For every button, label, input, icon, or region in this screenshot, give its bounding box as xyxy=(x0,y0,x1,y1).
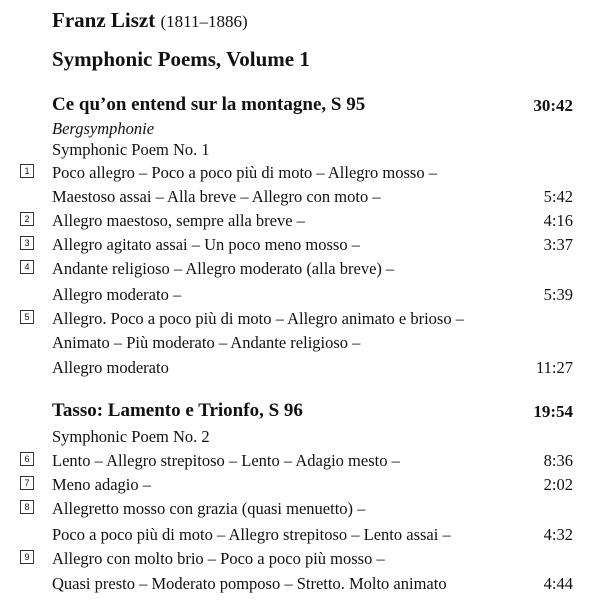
track-line: Allegro agitato assai – Un poco meno mosso – xyxy=(52,235,360,254)
track-number: 2 xyxy=(20,212,34,226)
track-line: Maestoso assai – Alla breve – Allegro con moto – xyxy=(52,187,381,206)
work-total-time: 19:54 xyxy=(533,402,573,421)
track-line: Animato – Più moderato – Andante religioso – xyxy=(52,333,361,352)
track-number: 9 xyxy=(20,550,34,564)
work-title: Tasso: Lamento e Trionfo, S 96 xyxy=(52,400,303,421)
track-time: 8:36 xyxy=(543,451,573,470)
track-line: Quasi presto – Moderato pomposo – Stretto. Molto animato xyxy=(52,574,447,593)
track-time: 5:39 xyxy=(543,285,573,304)
work-total-time: 30:42 xyxy=(533,96,573,115)
track-number: 4 xyxy=(20,260,34,274)
track-time: 11:27 xyxy=(536,358,573,377)
composer-name: Franz Liszt xyxy=(52,8,156,32)
track-line: Poco allegro – Poco a poco più di moto – Allegro mosso – xyxy=(52,163,437,182)
track-line: Lento – Allegro strepitoso – Lento – Adagio mesto – xyxy=(52,451,400,470)
track-line: Allegro maestoso, sempre alla breve – xyxy=(52,211,305,230)
album-title: Symphonic Poems, Volume 1 xyxy=(52,47,310,71)
track-number: 6 xyxy=(20,452,34,466)
track-line: Allegretto mosso con grazia (quasi menuetto) – xyxy=(52,499,366,518)
track-time: 3:37 xyxy=(543,235,573,254)
track-line: Allegro moderato – xyxy=(52,285,182,304)
track-line: Poco a poco più di moto – Allegro strepitoso – Lento assai – xyxy=(52,525,451,544)
work-title: Ce qu’on entend sur la montagne, S 95 xyxy=(52,94,366,115)
track-number: 5 xyxy=(20,310,34,324)
track-number: 1 xyxy=(20,164,34,178)
work-subtitle: Bergsymphonie xyxy=(52,119,155,138)
track-time: 4:44 xyxy=(543,574,573,593)
track-line: Meno adagio – xyxy=(52,475,151,494)
track-number: 8 xyxy=(20,500,34,514)
symphonic-poem-label: Symphonic Poem No. 1 xyxy=(52,140,210,159)
track-line: Allegro moderato xyxy=(52,358,169,377)
track-number: 7 xyxy=(20,476,34,490)
track-line: Allegro con molto brio – Poco a poco più mosso – xyxy=(52,549,385,568)
track-time: 2:02 xyxy=(543,475,573,494)
composer-heading xyxy=(52,8,248,33)
track-time: 4:32 xyxy=(543,525,573,544)
symphonic-poem-label: Symphonic Poem No. 2 xyxy=(52,427,210,446)
track-time: 5:42 xyxy=(543,187,573,206)
composer-dates: (1811–1886) xyxy=(160,12,248,31)
track-number: 3 xyxy=(20,236,34,250)
track-line: Allegro. Poco a poco più di moto – Allegro animato e brioso – xyxy=(52,309,464,328)
track-line: Andante religioso – Allegro moderato (alla breve) – xyxy=(52,259,395,278)
track-time: 4:16 xyxy=(543,211,573,230)
